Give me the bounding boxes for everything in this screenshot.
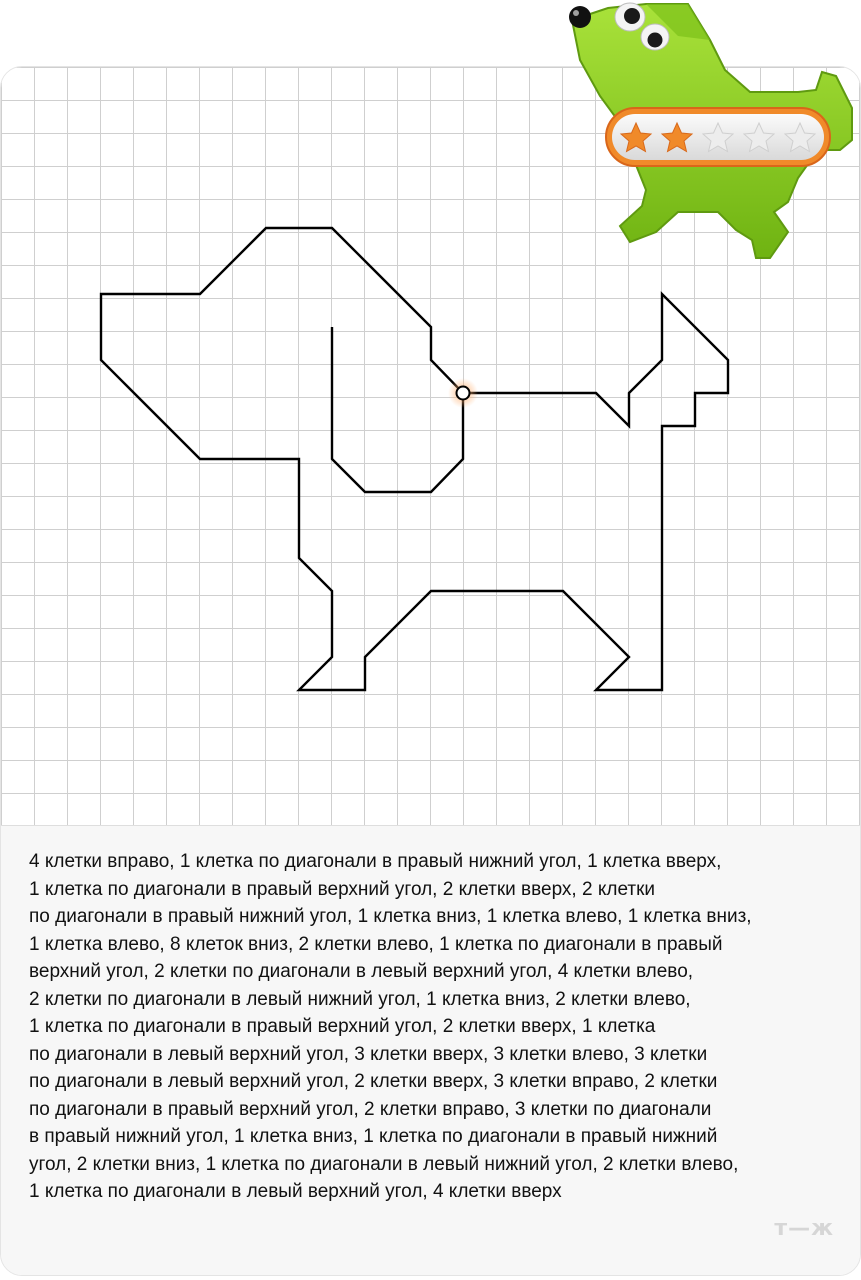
green-dog-mascot-icon bbox=[560, 0, 861, 270]
dog-outline-path bbox=[101, 228, 728, 690]
start-point-icon bbox=[448, 378, 478, 408]
brand-logo: т—ж bbox=[774, 1216, 834, 1241]
drawing-instructions: 4 клетки вправо, 1 клетка по диагонали в правый нижний угол, 1 клетка вверх, 1 клетка по диагонали в правый верхний угол, 2 клетки вверх, 2 клетки по диагонали в правый нижний угол, 1 клетка вниз, 1 клетка влево, 1 клетка вниз, 1 клетка влево, 8 клеток вниз, 2 клетки влево, 1 клетка по диагонали в правый верхний угол, 2 клетки по диагонали в левый верхний угол, 4 клетки влево, 2 клетки по диагонали в левый нижний угол, 1 клетка вниз, 2 клетки влево, 1 клетка по диагонали в правый верхний угол, 2 клетки вверх, 1 клетка по диагонали в левый верхний угол, 3 клетки вверх, 3 клетки влево, 3 клетки по диагонали в левый верхний угол, 2 клетки вверх, 3 клетки вправо, 2 клетки по диагонали в правый верхний угол, 2 клетки вправо, 3 клетки по диагонали в правый нижний угол, 1 клетка вниз, 1 клетка по диагонали в правый нижний угол, 2 клетки вниз, 1 клетка по диагонали в левый нижний угол, 2 клетки влево, 1 клетка по диагонали в левый верхний угол, 4 клетки вверх bbox=[29, 851, 752, 1202]
